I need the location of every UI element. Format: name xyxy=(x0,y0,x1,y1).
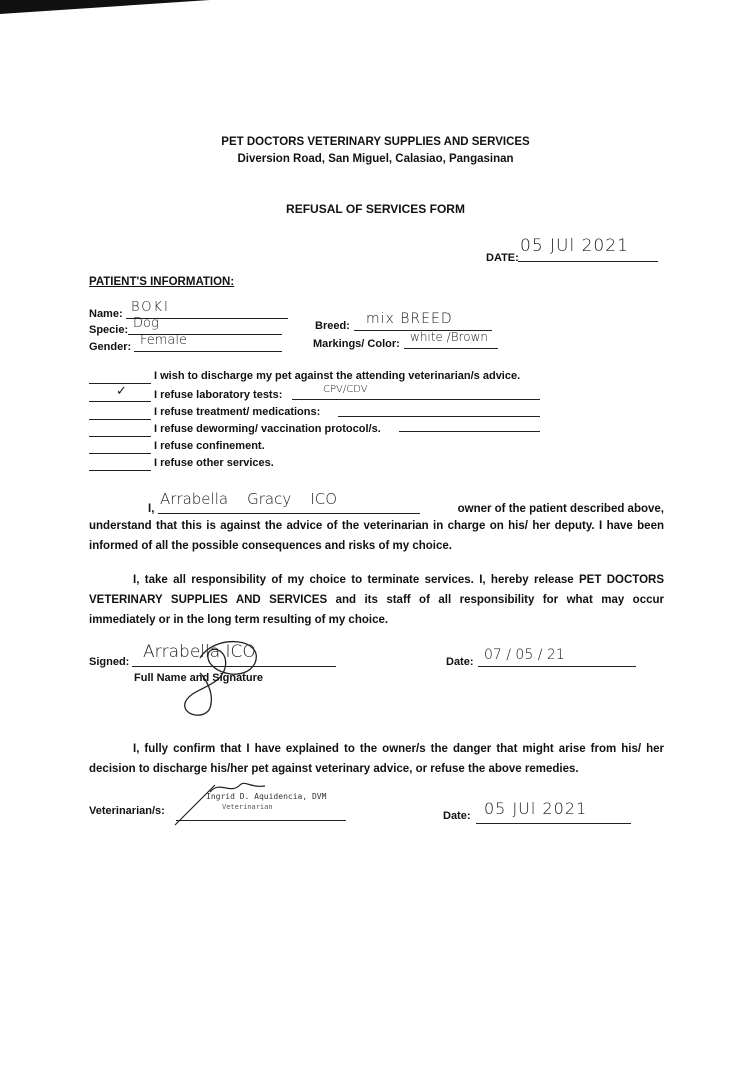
vet-date-value: 05 JUl 2021 xyxy=(484,799,588,818)
option-blank[interactable] xyxy=(89,436,151,437)
vet-signature-line xyxy=(176,820,346,821)
vet-stamp-title: Veterinarian xyxy=(222,803,273,811)
option-text: I refuse other services. xyxy=(154,457,274,469)
date-value: 05 JUl 2021 xyxy=(520,236,629,256)
breed-value: mix BREED xyxy=(366,311,453,327)
breed-label: Breed: xyxy=(315,320,350,332)
species-value: Dog xyxy=(133,316,159,331)
option-fill-line[interactable] xyxy=(292,399,540,400)
owner-name-line xyxy=(158,513,420,514)
patient-section-title: PATIENT'S INFORMATION: xyxy=(89,276,235,288)
statement1-prefix: I, xyxy=(148,503,155,515)
signed-label: Signed: xyxy=(89,656,130,668)
check-mark: ✓ xyxy=(116,384,127,399)
gender-line xyxy=(134,351,282,352)
option-fill-line[interactable] xyxy=(338,416,540,417)
option-blank[interactable] xyxy=(89,470,151,471)
signature-caption: Full Name and Signature xyxy=(134,672,263,684)
company-address: Diversion Road, San Miguel, Calasiao, Pangasinan xyxy=(237,153,514,165)
signed-date-label: Date: xyxy=(446,656,474,668)
signed-date-line xyxy=(478,666,636,667)
option-text: I refuse confinement. xyxy=(154,440,265,452)
option-text: I wish to discharge my pet against the attending veterinarian/s advice. xyxy=(154,370,521,382)
vet-date-label: Date: xyxy=(443,810,471,822)
option-blank[interactable] xyxy=(89,419,151,420)
species-label: Specie: xyxy=(89,324,129,336)
option-fill-value: CPV/CDV xyxy=(323,384,368,395)
statement1-line1: owner of the patient described above, xyxy=(457,503,664,515)
statement3-text: I, fully confirm that I have explained to the owner/s the danger that might arise from his/ her decision to discharge his/her pet against veterinary advice, or refuse the above remedies. xyxy=(89,743,664,775)
gender-value: Female xyxy=(140,333,188,348)
vet-date-line xyxy=(476,823,631,824)
form-title: REFUSAL OF SERVICES FORM xyxy=(286,202,465,216)
markings-label: Markings/ Color: xyxy=(313,338,400,350)
gender-label: Gender: xyxy=(89,341,132,353)
markings-value: white /Brown xyxy=(410,330,488,344)
option-text: I refuse treatment/ medications: xyxy=(154,406,321,418)
option-blank[interactable] xyxy=(89,453,151,454)
owner-signature: Arrabella ICO xyxy=(143,642,256,662)
option-fill-line[interactable] xyxy=(399,431,540,432)
option-blank[interactable] xyxy=(89,401,151,402)
date-label: DATE: xyxy=(486,252,519,264)
signature-line xyxy=(132,666,336,667)
name-value: BOKI xyxy=(131,300,170,315)
option-text: I refuse laboratory tests: xyxy=(154,389,283,401)
signed-date-value: 07 / 05 / 21 xyxy=(484,647,565,663)
markings-line xyxy=(404,348,498,349)
company-name: PET DOCTORS VETERINARY SUPPLIES AND SERVICES xyxy=(221,136,530,148)
option-text: I refuse deworming/ vaccination protocol/s. xyxy=(154,423,381,435)
name-label: Name: xyxy=(89,308,123,320)
scan-edge-shadow xyxy=(0,0,210,14)
vet-stamp-name: Ingrid D. Aquidencia, DVM xyxy=(206,792,327,801)
owner-name: Arrabella Gracy ICO xyxy=(160,490,338,508)
date-line xyxy=(518,261,658,262)
vet-label: Veterinarian/s: xyxy=(89,805,165,817)
statement1-text: understand that this is against the advice of the veterinarian in charge on his/ her deputy. I have been informed of all the possible consequences and risks of my choice. xyxy=(89,520,664,552)
statement2-text: I, take all responsibility of my choice to terminate services. I, hereby release PET DOCTORS VETERINARY SUPPLIES AND SERVICES and its staff of all responsibility for what may occur immediately or in the long term resulting of my choice. xyxy=(89,574,664,626)
